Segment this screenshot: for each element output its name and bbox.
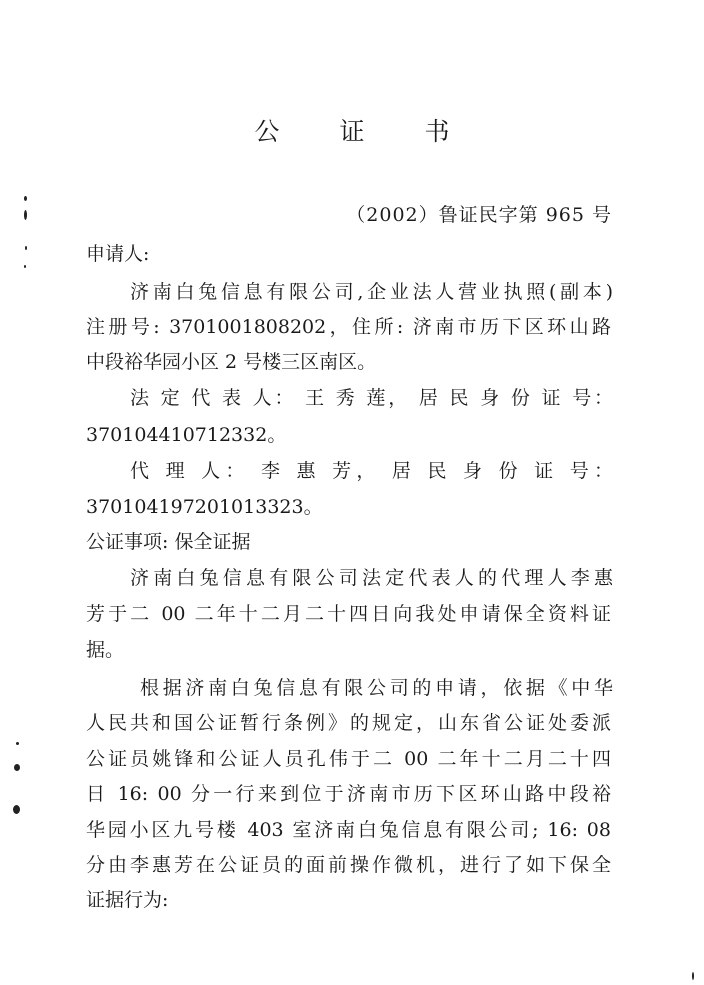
body-line: 中段裕华园小区 2 号楼三区南区。	[86, 351, 377, 373]
scan-speck	[13, 805, 20, 814]
body-line: 公证员姚锋和公证人员孔伟于二 00 二年十二月二十四	[86, 748, 611, 770]
body-line: 济南白兔信息有限公司,企业法人营业执照(副本)	[130, 281, 613, 303]
scan-speck	[24, 210, 27, 220]
body-line: 人民共和国公证暂行条例》的规定，山东省公证处委派	[86, 712, 611, 734]
body-line: 分由李惠芳在公证员的面前操作微机，进行了如下保全	[86, 854, 611, 876]
document-title: 公 证 书	[254, 117, 476, 146]
body-line: 证据行为:	[86, 889, 169, 911]
body-line: 据。	[86, 639, 125, 661]
applicant-heading: 申请人:	[86, 243, 150, 265]
scan-speck	[25, 246, 27, 250]
body-line: 法 定 代 表 人： 王 秀 莲， 居 民 身 份 证 号：	[130, 387, 613, 409]
scan-speck	[24, 196, 27, 201]
notarization-matter: 公证事项: 保全证据	[86, 531, 251, 553]
body-line: 华园小区九号楼 403 室济南白兔信息有限公司; 16: 08	[86, 819, 611, 841]
body-line: 370104410712332。	[86, 424, 287, 446]
body-line: 根据济南白兔信息有限公司的申请，依据《中华	[140, 677, 613, 699]
scan-speck	[24, 265, 26, 268]
body-line: 日 16: 00 分一行来到位于济南市历下区环山路中段裕	[86, 783, 611, 805]
scan-speck	[692, 972, 694, 980]
scan-speck	[16, 742, 19, 745]
reference-number: （2002）鲁证民字第 965 号	[346, 204, 612, 226]
body-line: 注册号: 3701001808202，住所: 济南市历下区环山路	[86, 316, 611, 338]
body-line: 370104197201013323。	[86, 496, 323, 518]
scan-speck	[14, 764, 20, 771]
body-line: 代 理 人： 李 惠 芳， 居 民 身 份 证 号：	[130, 460, 613, 482]
body-line: 芳于二 00 二年十二月二十四日向我处申请保全资料证	[86, 603, 611, 625]
body-line: 济南白兔信息有限公司法定代表人的代理人李惠	[130, 567, 613, 589]
